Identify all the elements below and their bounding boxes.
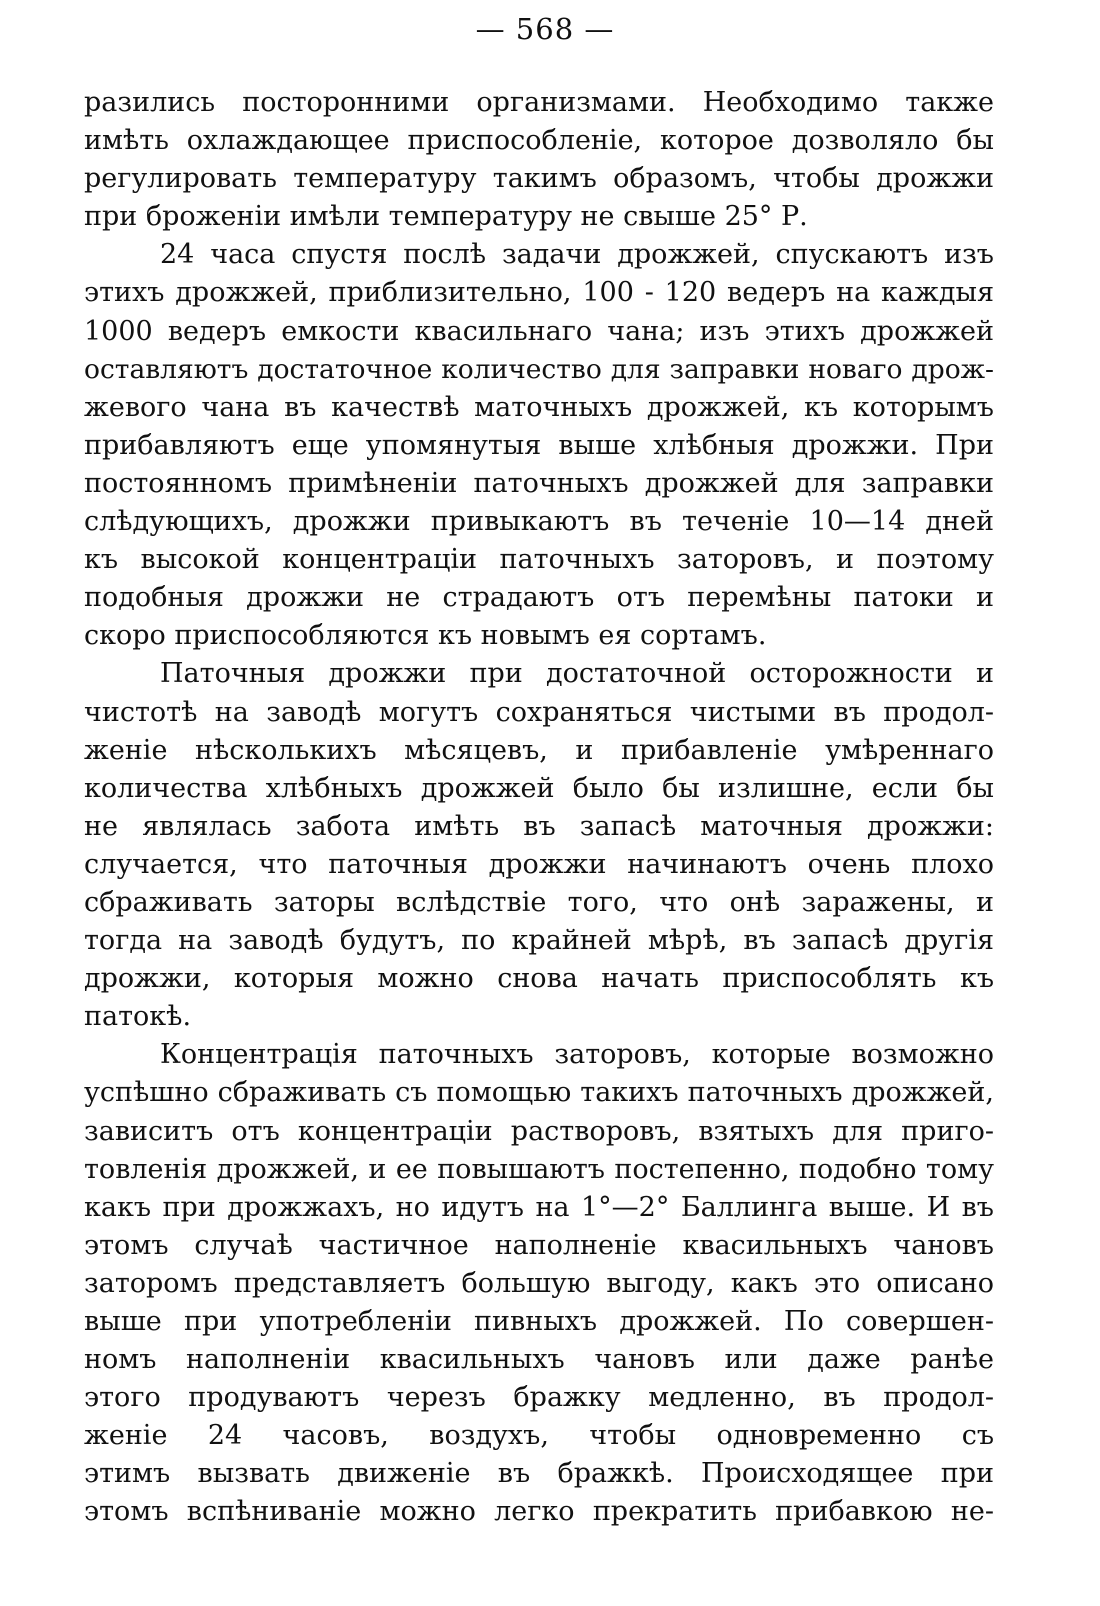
text-line: патокѣ. [84, 1001, 192, 1033]
text-line: жевого чана въ качествѣ маточныхъ дрожжей, къ которымъ [84, 391, 994, 423]
text-line: этого продуваютъ черезъ бражку медленно, въ продол- [84, 1382, 994, 1414]
text-line: при броженіи имѣли температуру не свыше 25° Р. [84, 201, 808, 233]
text-line: женіе 24 часовъ, воздухъ, чтобы одновременно съ [84, 1420, 994, 1452]
text-line: регулировать температуру такимъ образомъ, чтобы дрожжи [84, 163, 994, 195]
text-line: постоянномъ примѣненіи паточныхъ дрожжей для заправки [84, 467, 994, 499]
body-text [84, 84, 994, 1532]
text-line: заторомъ представляетъ большую выгоду, какъ это описано [84, 1267, 994, 1299]
text-line: какъ при дрожжахъ, но идутъ на 1°—2° Баллинга выше. И въ [84, 1191, 994, 1223]
text-line: къ высокой концентраціи паточныхъ заторовъ, и поэтому [84, 544, 994, 576]
text-line: этихъ дрожжей, приблизительно, 100 - 120 ведеръ на каждыя [84, 277, 994, 309]
text-line: чистотѣ на заводѣ могутъ сохраняться чистыми въ продол- [84, 696, 994, 728]
text-line: сбраживать заторы вслѣдствіе того, что онѣ заражены, и [84, 886, 994, 918]
text-line: товленія дрожжей, и ее повышаютъ постепенно, подобно тому [84, 1153, 994, 1185]
text-line: женіе нѣсколькихъ мѣсяцевъ, и прибавленіе умѣреннаго [84, 734, 994, 766]
text-line: 24 часа спустя послѣ задачи дрожжей, спускаютъ изъ [160, 239, 994, 271]
text-line: этимъ вызвать движеніе въ бражкѣ. Происходящее при [84, 1458, 994, 1490]
text-line: количества хлѣбныхъ дрожжей было бы излишне, если бы [84, 772, 994, 804]
text-line: дрожжи, которыя можно снова начать приспособлять къ [84, 963, 994, 995]
text-line: случается, что паточныя дрожжи начинаютъ очень плохо [84, 848, 994, 880]
text-line: Концентрація паточныхъ заторовъ, которые возможно [160, 1039, 994, 1071]
text-line: подобныя дрожжи не страдаютъ отъ перемѣны патоки и [84, 582, 994, 614]
text-line: слѣдующихъ, дрожжи привыкаютъ въ теченіе 10—14 дней [84, 506, 994, 538]
text-line: тогда на заводѣ будутъ, по крайней мѣрѣ, въ запасѣ другія [84, 925, 994, 957]
text-line: скоро приспособляются къ новымъ ея сортамъ. [84, 620, 767, 652]
text-line: 1000 ведеръ емкости квасильнаго чана; изъ этихъ дрожжей [84, 315, 994, 347]
text-line: этомъ случаѣ частичное наполненіе квасильныхъ чановъ [84, 1229, 994, 1261]
page-number: — 568 — [475, 12, 615, 46]
text-line: выше при употребленіи пивныхъ дрожжей. По совершен- [84, 1306, 994, 1337]
text-line: Паточныя дрожжи при достаточной осторожности и [160, 658, 994, 690]
text-line: имѣть охлаждающее приспособленіе, которое дозволяло бы [84, 125, 994, 157]
text-line: успѣшно сбраживать съ помощью такихъ паточныхъ дрожжей, [84, 1077, 994, 1109]
text-line: номъ наполненіи квасильныхъ чановъ или даже ранѣе [84, 1344, 994, 1376]
text-line: разились посторонними организмами. Необходимо также [84, 87, 994, 118]
text-line: этомъ вспѣниваніе можно легко прекратить прибавкою не- [84, 1496, 994, 1528]
text-line: зависитъ отъ концентраціи растворовъ, взятыхъ для приго- [84, 1115, 994, 1147]
text-line: не являлась забота имѣть въ запасѣ маточныя дрожжи: [84, 810, 994, 842]
text-line: оставляютъ достаточное количество для заправки новаго дрож- [84, 353, 994, 385]
text-line: прибавляютъ еще упомянутыя выше хлѣбныя дрожжи. При [84, 429, 994, 461]
